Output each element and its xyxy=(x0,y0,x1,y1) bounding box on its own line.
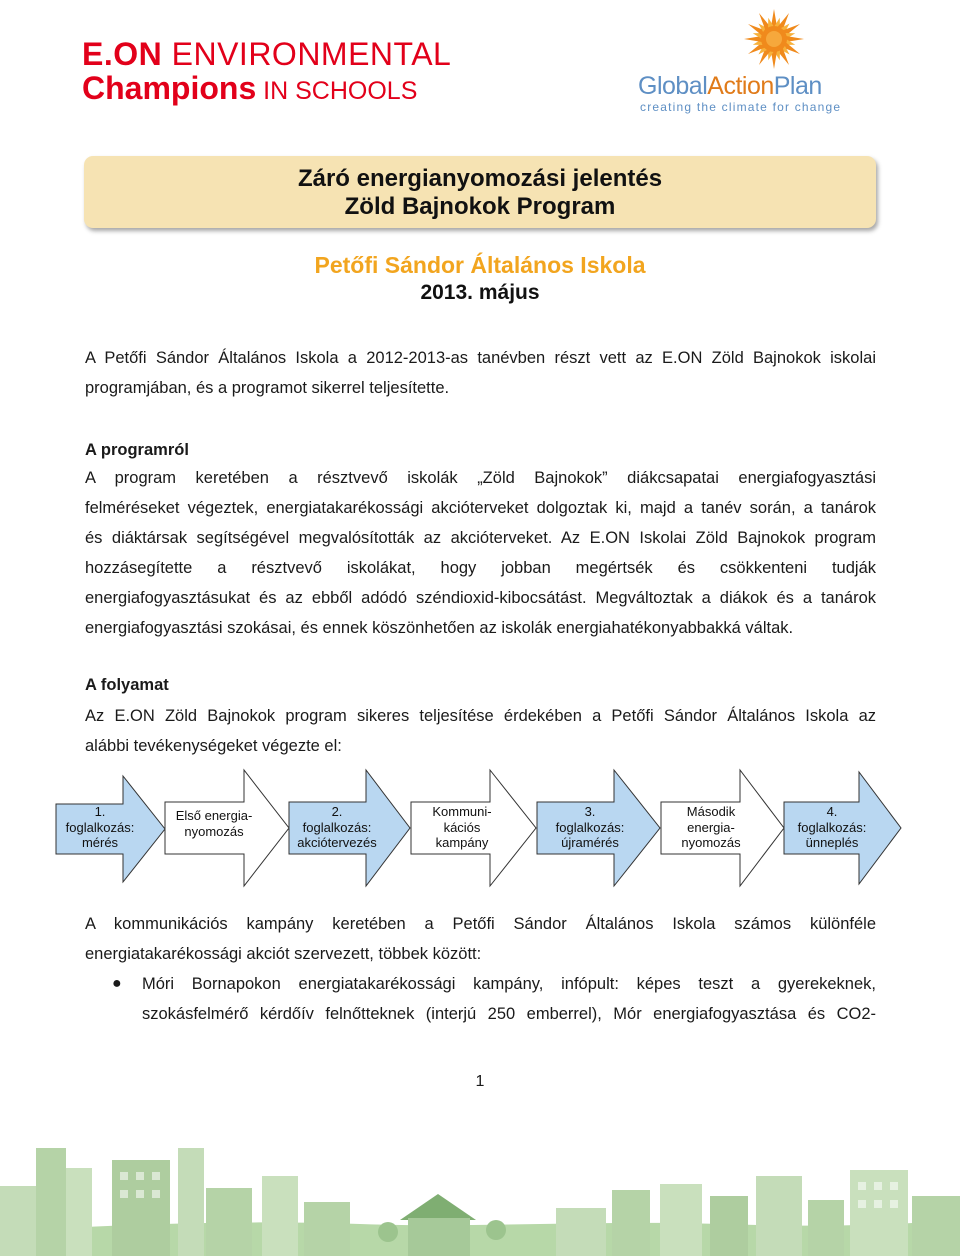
process-step-6 xyxy=(660,768,786,890)
section-heading-process: A folyamat xyxy=(85,676,169,694)
process-step-1-l3: mérés xyxy=(81,835,119,850)
process-step-5-l2: foglalkozás: xyxy=(555,819,625,835)
school-name: Petőfi Sándor Általános Iskola xyxy=(314,252,646,278)
process-step-4-l2: kációs xyxy=(443,819,481,835)
program-line-6: energiafogyasztási szokásai, és ennek köszönhetően az iskolák energiahatékonyabbakká váltak. xyxy=(85,619,794,637)
process-step-1-l1: 1. xyxy=(94,804,106,819)
process-step-2-l1: Első energia- xyxy=(175,808,253,823)
process-step-5-l1: 3. xyxy=(584,804,596,819)
eon-logo xyxy=(82,38,451,104)
program-line-2: felméréseket végeztek, energiatakarékossági akcióterveket dolgoztak ki, majd a tanév során, a tanárok xyxy=(85,499,876,517)
program-line-1: A program keretében a résztvevő iskolák „Zöld Bajnokok” diákcsapatai energiafogyasztási xyxy=(85,469,876,487)
global-action-plan-logo xyxy=(636,6,886,116)
gap-logo-tagline: creating the climate for change xyxy=(640,100,842,114)
process-step-4-l3: kampány xyxy=(435,835,489,850)
intro-line-2: programjában, és a programot sikerrel teljesítette. xyxy=(85,379,450,397)
process-step-1-l2: foglalkozás: xyxy=(65,819,135,835)
process-step-1 xyxy=(55,768,167,890)
process-line-2: alábbi tevékenységeket végezte el: xyxy=(85,737,342,755)
gap-logo-name: GlobalActionPlan xyxy=(638,72,822,100)
sun-logo-icon xyxy=(636,6,886,76)
process-step-5 xyxy=(536,768,662,890)
bullet-item-line-2: szokásfelmérő kérdőív felnőtteknek (interjú 250 emberrel), Mór energiafogyasztása és CO2- xyxy=(142,1005,876,1023)
process-step-3-l1: 2. xyxy=(331,804,343,819)
bullet-icon: ● xyxy=(112,975,122,992)
process-step-4 xyxy=(410,768,538,890)
process-step-7 xyxy=(783,768,903,890)
process-step-3-l3: akciótervezés xyxy=(297,835,377,850)
footer-landscape-illustration xyxy=(0,1120,960,1256)
process-step-7-l3: ünneplés xyxy=(805,835,859,850)
program-line-3: és diáktársak segítségével megvalósították az akcióterveket. Az E.ON Iskolai Zöld Bajnokok program xyxy=(85,529,876,547)
process-step-2 xyxy=(164,768,291,890)
eon-logo-champions: Champions xyxy=(82,70,257,106)
program-line-5: energiafogyasztásukat és az ebből adódó széndioxid-kibocsátást. Megváltoztak a diákok és a tanárok xyxy=(85,589,876,607)
program-line-4: hozzásegítette a résztvevő iskolákat, hogy jobban megértsék és csökkenteni tudják xyxy=(85,559,876,577)
report-title-box xyxy=(84,156,876,228)
section-heading-program: A programról xyxy=(85,441,189,459)
report-title: Záró energianyomozási jelentés xyxy=(297,165,663,192)
process-step-3 xyxy=(288,768,412,890)
process-step-5-l3: újramérés xyxy=(561,835,619,850)
report-date: 2013. május xyxy=(420,281,540,304)
page-number: 1 xyxy=(475,1073,485,1090)
process-step-6-l3: nyomozás xyxy=(681,835,741,850)
process-step-3-l2: foglalkozás: xyxy=(302,819,372,835)
intro-line-1: A Petőfi Sándor Általános Iskola a 2012-2013-as tanévben részt vett az E.ON Zöld Bajnokok iskolai xyxy=(85,349,876,367)
eon-logo-word: E.ON xyxy=(82,36,163,72)
bullet-item-line-1: Móri Bornapokon energiatakarékossági kampány, infópult: képes teszt a gyerekeknek, xyxy=(142,975,876,993)
report-subtitle: Zöld Bajnokok Program xyxy=(344,193,616,220)
process-step-7-l1: 4. xyxy=(826,804,838,819)
process-step-2-l2: nyomozás xyxy=(184,823,244,839)
process-step-6-l1: Második xyxy=(686,804,736,819)
process-line-1: Az E.ON Zöld Bajnokok program sikeres teljesítése érdekében a Petőfi Sándor Általános Iskola az xyxy=(85,707,876,725)
process-step-7-l2: foglalkozás: xyxy=(797,819,867,835)
eon-logo-line1: ENVIRONMENTAL xyxy=(162,36,452,72)
campaign-line-2: energiatakarékossági akciót szervezett, többek között: xyxy=(85,945,482,963)
campaign-line-1: A kommunikációs kampány keretében a Petőfi Sándor Általános Iskola számos különféle xyxy=(85,915,876,933)
process-step-6-l2: energia- xyxy=(687,819,735,835)
eon-logo-schools: IN SCHOOLS xyxy=(256,77,418,105)
process-step-4-l1: Kommuni- xyxy=(432,804,492,819)
